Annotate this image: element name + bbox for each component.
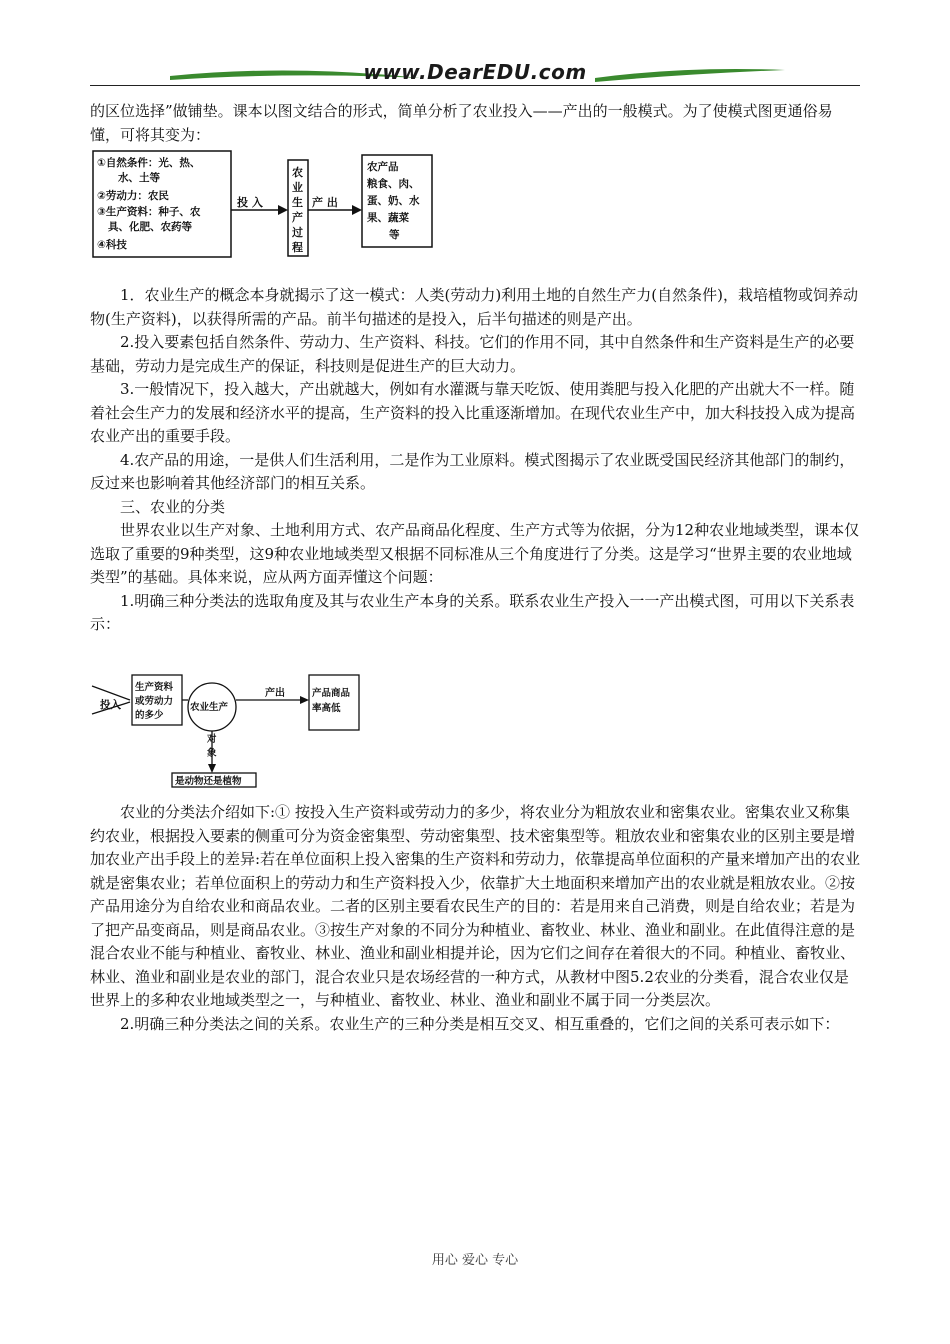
paragraph: 2.明确三种分类法之间的关系。农业生产的三种分类是相互交叉、相互重叠的，它们之间的关系可表示如下： [120, 1014, 840, 1033]
input-line: ④科技 [97, 239, 127, 251]
classification-diagram [90, 670, 370, 790]
paragraph: 2.投入要素包括自然条件、劳动力、生产资料、科技。它们的作用不同，其中自然条件和生产资料是生产的必要基础，劳动力是完成生产的保证，科技则是促进生产的巨大动力。 [90, 333, 855, 375]
box-right-line: 率高低 [312, 703, 341, 714]
box-left-line: 或劳动力 [135, 696, 174, 707]
box-right-line: 产品商品 [312, 688, 351, 699]
input-line: 具、化肥、农药等 [108, 221, 192, 233]
paragraph: 4.农产品的用途，一是供人们生活利用，二是作为工业原料。模式图揭示了农业既受国民经济其他部门的制约，反过来也影响着其他经济部门的相互关系。 [90, 450, 855, 492]
process-char: 过 [292, 226, 303, 239]
header-rule [90, 85, 860, 86]
process-char: 业 [292, 181, 303, 194]
text-block-3 [90, 801, 862, 1036]
output-arrow-label: 产 出 [312, 196, 338, 209]
box-bottom-label: 是动物还是植物 [175, 776, 242, 787]
input-label: 投入 [100, 699, 121, 711]
input-line: 水、土等 [118, 172, 160, 184]
down-label: 象 [207, 748, 217, 759]
process-char: 程 [292, 241, 303, 254]
input-arrow-label: 投 入 [237, 196, 263, 209]
page-footer: 用心 爱心 专心 [431, 1253, 519, 1268]
input-line: ③生产资料：种子、农 [97, 206, 201, 218]
output-line: 粮食、肉、 [367, 178, 420, 190]
box-left-line: 生产资料 [135, 682, 174, 693]
output-line: 蛋、奶、水 [367, 195, 420, 207]
input-arrow-upper [92, 686, 130, 700]
output-line: 等 [389, 229, 400, 241]
output-arrowhead [300, 696, 309, 704]
input-line: ②劳动力：农民 [97, 190, 169, 202]
text-block-2 [90, 284, 862, 637]
paragraph: 1．农业生产的概念本身就揭示了这一模式：人类(劳动力)利用土地的自然生产力(自然条件)，栽培植物或饲养动物(生产资料)，以获得所需的产品。前半句描述的是投入，后半句描述的则是产出。 [90, 286, 858, 328]
process-char: 农 [292, 166, 303, 179]
output-label: 产出 [265, 688, 285, 699]
section-heading: 三、农业的分类 [120, 497, 226, 516]
paragraph: 3.一般情况下，投入越大，产出就越大，例如有水灌溉与靠天吃饭、使用粪肥与投入化肥的产出就大不一样。随着社会生产力的发展和经济水平的提高，生产资料的投入比重逐渐增加。在现代农业生产中，加大科技投入成为提高农业产出的重要手段。 [90, 380, 856, 445]
down-arrowhead [208, 764, 216, 773]
down-label: 对 [207, 734, 217, 745]
output-arrowhead [352, 205, 362, 215]
box-left-line: 的多少 [135, 710, 164, 721]
text-block-1 [90, 100, 862, 147]
input-output-diagram [92, 150, 437, 260]
page-header [90, 58, 860, 92]
paragraph: 世界农业以生产对象、土地利用方式、农产品商品化程度、生产方式等为依据，分为12种农业地域类型，课本仅选取了重要的9种类型，这9种农业地域类型又根据不同标准从三个角度进行了分类。这是学习“世界主要的农业地域类型”的基础。具体来说，应从两方面弄懂这个问题： [90, 521, 860, 586]
output-line: 农产品 [367, 161, 399, 173]
output-line: 果、蔬菜 [367, 212, 409, 224]
input-arrowhead [278, 205, 288, 215]
process-char: 生 [292, 196, 303, 209]
site-logo: www.DearEDU.com [363, 60, 587, 84]
paragraph: 1.明确三种分类法的选取角度及其与农业生产本身的关系。联系农业生产投入一一产出模式图，可用以下关系表示： [90, 591, 855, 633]
paragraph: 农业的分类法介绍如下:① 按投入生产资料或劳动力的多少，将农业分为粗放农业和密集农业。密集农业又称集约农业，根据投入要素的侧重可分为资金密集型、劳动密集型、技术密集型等。粗放农业和密集农业的区别主要是增加农业产出手段上的差异:若在单位面积上投入密集的生产资料和劳动力，依靠提高单位面积的产量来增加产出的农业就是密集农业；若单位面积上的劳动力和生产资料投入少，依靠扩大土地面积来增加产出的农业就是粗放农业。②按产品用途分为自给农业和商品农业。二者的区别主要看农民生产的目的：若是用来自己消费，则是自给农业；若是为了把产品变商品，则是商品农业。③按生产对象的不同分为种植业、畜牧业、林业、渔业和副业。在此值得注意的是混合农业不能与种植业、畜牧业、林业、渔业和副业相提并论，因为它们之间存在着很大的不同。种植业、畜牧业、林业、渔业和副业是农业的部门，混合农业只是农场经营的一种方式，从教材中图5.2农业的分类看，混合农业仅是世界上的多种农业地域类型之一，与种植业、畜牧业、林业、渔业和副业不属于同一分类层次。 [90, 803, 861, 1009]
input-line: ①自然条件：光、热、 [97, 157, 201, 169]
process-char: 产 [292, 211, 303, 224]
circle-label: 农业生产 [190, 702, 229, 713]
paragraph: 的区位选择”做铺垫。课本以图文结合的形式，简单分析了农业投入——产出的一般模式。为了使模式图更通俗易懂，可将其变为： [90, 102, 833, 144]
